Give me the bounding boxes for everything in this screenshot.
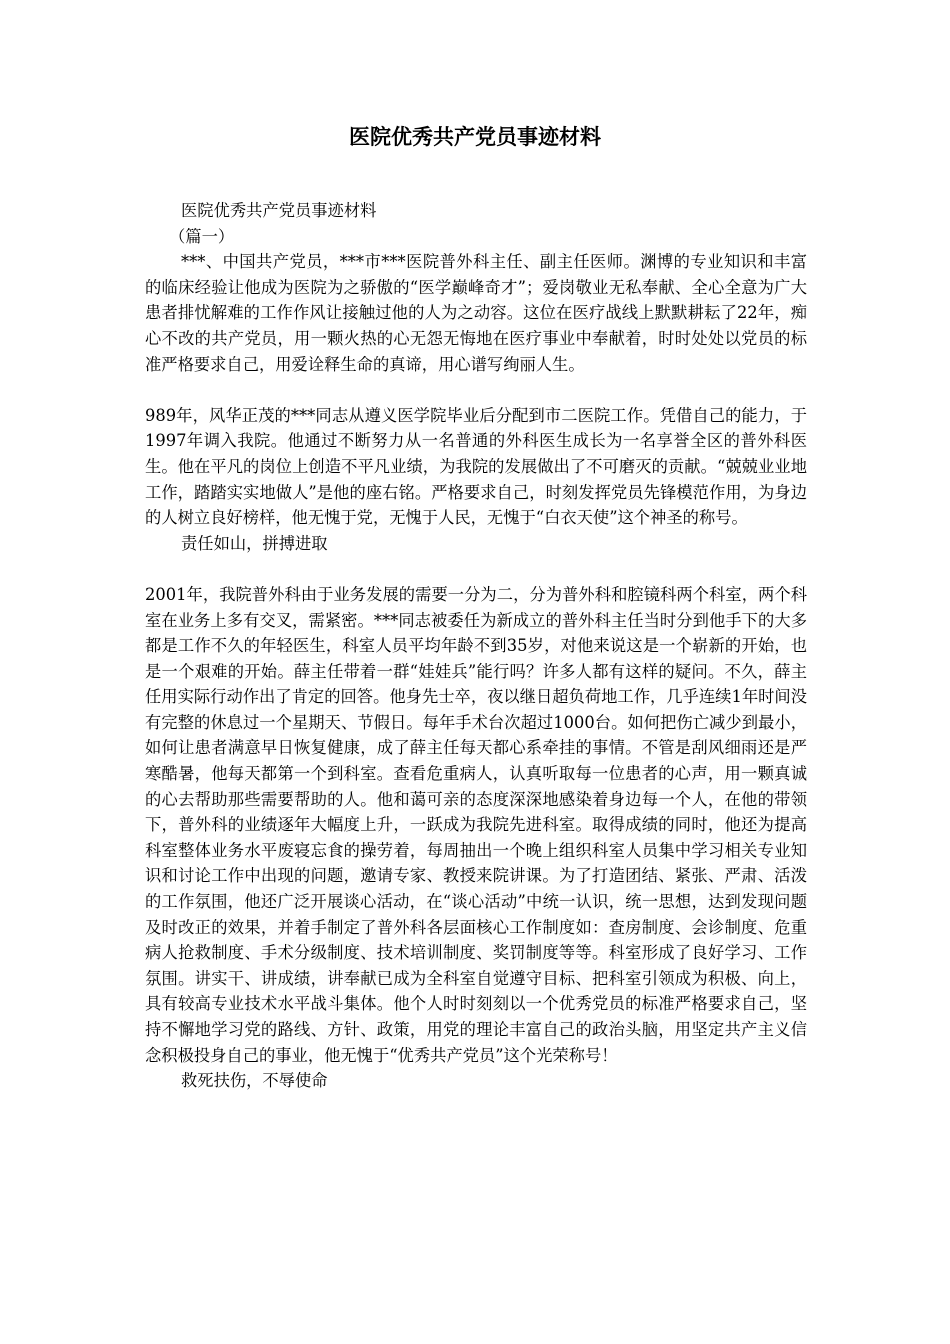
section-heading-1: 责任如山，拼搏进取 xyxy=(181,533,328,553)
document-subtitle: 医院优秀共产党员事迹材料 xyxy=(181,201,377,220)
section-heading-2: 救死扶伤，不辱使命 xyxy=(181,1071,328,1091)
paragraph-2: 989年，风华正茂的***同志从遵义医学院毕业后分配到市二医院工作。凭借自己的能力，于1997年调入我院。他通过不断努力从一名普通的外科医生成长为一名享誉全区的普外科医生。他在平凡的岗位上创造不平凡业绩，为我院的发展做出了不可磨灭的贡献。“兢兢业业地工作，踏踏实实地做人”是他的座右铭。严格要求自己，时刻发挥党员先锋模范作用，为身边的人树立良好榜样，他无愧于党，无愧于人民，无愧于“白衣天使”这个神圣的称号。 xyxy=(145,405,807,528)
paragraph-gap xyxy=(145,556,807,582)
document-body xyxy=(145,198,807,1094)
document-title: 医院优秀共产党员事迹材料 xyxy=(349,124,601,149)
paragraph-gap xyxy=(145,377,807,403)
paragraph-3: 2001年，我院普外科由于业务发展的需要一分为二，分为普外科和腔镜科两个科室，两个科室在业务上多有交叉，需紧密。***同志被委任为新成立的普外科主任当时分到他手下的大多都是工作不久的年轻医生，科室人员平均年龄不到35岁，对他来说这是一个崭新的开始，也是一个艰难的开始。薛主任带着一群“娃娃兵”能行吗？许多人都有这样的疑问。不久，薛主任用实际行动作出了肯定的回答。他身先士卒，夜以继日超负荷地工作，几乎连续1年时间没有完整的休息过一个星期天、节假日。每年手术台次超过1000台。如何把伤亡减少到最小，如何让患者满意早日恢复健康，成了薛主任每天都心系牵挂的事情。不管是刮风细雨还是严寒酷暑，他每天都第一个到科室。查看危重病人，认真听取每一位患者的心声，用一颗真诚的心去帮助那些需要帮助的人。他和蔼可亲的态度深深地感染着身边每一个人，在他的带领下，普外科的业绩逐年大幅度上升，一跃成为我院先进科室。取得成绩的同时，他还为提高科室整体业务水平废寝忘食的操劳着，每周抽出一个晚上组织科室人员集中学习相关专业知识和讨论工作中出现的问题，邀请专家、教授来院讲课。为了打造团结、紧张、严肃、活泼的工作氛围，他还广泛开展谈心活动，在“谈心活动”中统一认识，统一思想，达到发现问题及时改正的效果，并着手制定了普外科各层面核心工作制度如：查房制度、会诊制度、危重病人抢救制度、手术分级制度、技术培训制度、奖罚制度等等。科室形成了良好学习、工作氛围。讲实干、讲成绩，讲奉献已成为全科室自觉遵守目标、把科室引领成为积极、向上，具有较高专业技术水平战斗集体。他个人时时刻刻以一个优秀党员的标准严格要求自己，坚持不懈地学习党的路线、方针、政策，用党的理论丰富自己的政治头脑，用坚定共产主义信念积极投身自己的事业，他无愧于“优秀共产党员”这个光荣称号！ xyxy=(145,584,807,1065)
part-label: （篇一） xyxy=(169,226,235,246)
paragraph-1: ***、中国共产党员，***市***医院普外科主任、副主任医师。渊博的专业知识和丰富的临床经验让他成为医院为之骄傲的“医学巅峰奇才”；爱岗敬业无私奉献、全心全意为广大患者排忧解难的工作作风让接触过他的人为之动容。这位在医疗战线上默默耕耘了22年，痴心不改的共产党员，用一颗火热的心无怨无悔地在医疗事业中奉献着，时时处处以党员的标准严格要求自己，用爱诠释生命的真谛，用心谱写绚丽人生。 xyxy=(145,252,807,374)
